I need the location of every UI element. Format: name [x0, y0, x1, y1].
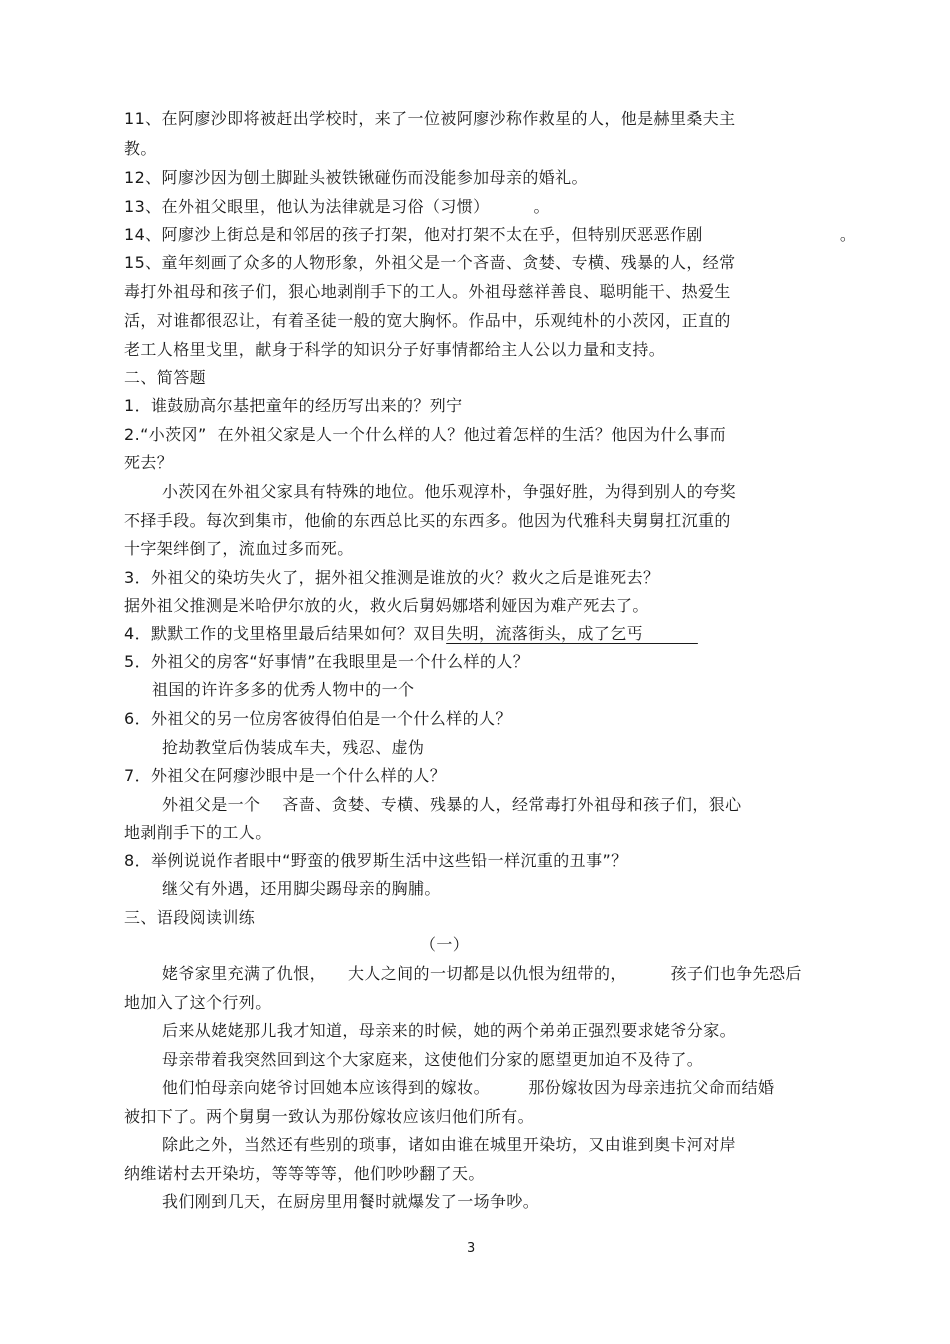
item-11-line-1: 11、在阿廖沙即将被赶出学校时，来了一位被阿廖沙称作救星的人，他是赫里桑夫主 [124, 109, 736, 128]
question-3: 3．外祖父的染坊失火了，据外祖父推测是谁放的火？救火之后是谁死去？ [124, 568, 660, 587]
page-number: 3 [467, 1241, 476, 1256]
section-heading-short-answer: 二、简答题 [124, 368, 207, 387]
answer-3: 据外祖父推测是米哈伊尔放的火，救火后舅妈娜塔利娅因为难产死去了。 [124, 596, 649, 615]
passage-para-6: 我们刚到几天，在厨房里用餐时就爆发了一场争吵。 [162, 1192, 540, 1211]
item-15-line-3: 活，对谁都很忍让，有着圣徒一般的宽大胸怀。作品中，乐观纯朴的小茨冈，正直的 [124, 311, 731, 330]
passage-para-5-line-1: 除此之外，当然还有些别的琐事，诸如由谁在城里开染坊，又由谁到奥卡河对岸 [162, 1135, 737, 1154]
answer-2-line-2: 不择手段。每次到集市，他偷的东西总比买的东西多。他因为代雅科夫舅舅扛沉重的 [124, 511, 731, 530]
passage-para-5-line-2: 纳维诺村去开染坊，等等等等，他们吵吵翻了天。 [124, 1164, 485, 1183]
passage-para-3: 母亲带着我突然回到这个大家庭来，这使他们分家的愿望更加迫不及待了。 [162, 1050, 704, 1069]
question-6: 6．外祖父的另一位房客彼得伯伯是一个什么样的人？ [124, 709, 512, 728]
answer-5: 祖国的许许多多的优秀人物中的一个 [152, 680, 415, 699]
question-8: 8．举例说说作者眼中“野蛮的俄罗斯生活中这些铅一样沉重的丑事”？ [124, 851, 628, 870]
question-7: 7．外祖父在阿瘳沙眼中是一个什么样的人？ [124, 766, 447, 785]
item-15-line-1: 15、童年刻画了众多的人物形象，外祖父是一个吝啬、贪婪、专横、残暴的人，经常 [124, 253, 736, 272]
answer-4-underlined: 失明，流落街头，成了乞丐 [446, 624, 698, 643]
item-12: 12、阿廖沙因为刨土脚趾头被铁锹碰伤而没能参加母亲的婚礼。 [124, 168, 588, 187]
answer-6: 抢劫教堂后伪装成车夫，残忍、虚伪 [162, 738, 425, 757]
answer-8: 继父有外遇，还用脚尖踢母亲的胸脯。 [162, 879, 441, 898]
passage-number: （一） [420, 935, 470, 954]
question-2-line-2: 死去？ [124, 453, 174, 472]
question-4-text: 4．默默工作的戈里格里最后结果如何？双目 [124, 624, 447, 643]
passage-para-4-line-2: 被扣下了。两个舅舅一致认为那份嫁妆应该归他们所有。 [124, 1107, 535, 1126]
question-2-line-1: 2.“小茨冈” 在外祖父家是人一个什么样的人？他过着怎样的生活？他因为什么事而 [124, 425, 727, 444]
passage-para-4-line-1: 他们怕母亲向姥爷讨回她本应该得到的嫁妆。 那份嫁妆因为母亲违抗父命而结婚 [162, 1078, 775, 1097]
item-15-line-2: 毒打外祖母和孩子们，狠心地剥削手下的工人。外祖母慈祥善良、聪明能干、热爱生 [124, 282, 731, 301]
item-14: 14、阿廖沙上街总是和邻居的孩子打架，他对打架不太在乎，但特别厌恶恶作剧 。 [124, 225, 857, 244]
item-15-line-4: 老工人格里戈里，献身于科学的知识分子好事情都给主人公以力量和支持。 [124, 340, 666, 359]
item-11-line-2: 教。 [124, 139, 157, 158]
section-heading-reading: 三、语段阅读训练 [124, 908, 256, 927]
passage-para-1-line-2: 地加入了这个行列。 [124, 993, 272, 1012]
answer-7-line-1: 外祖父是一个 吝啬、贪婪、专横、残暴的人，经常毒打外祖母和孩子们，狠心 [162, 795, 742, 814]
question-1: 1．谁鼓励高尔基把童年的经历写出来的？列宁 [124, 396, 463, 415]
answer-7-line-2: 地剥削手下的工人。 [124, 823, 272, 842]
question-4 [124, 624, 698, 644]
item-13: 13、在外祖父眼里，他认为法律就是习俗（习惯） 。 [124, 197, 550, 216]
passage-para-1-line-1: 姥爷家里充满了仇恨， 大人之间的一切都是以仇恨为纽带的， 孩子们也争先恐后 [162, 964, 802, 983]
passage-para-2: 后来从姥姥那儿我才知道，母亲来的时候，她的两个弟弟正强烈要求姥爷分家。 [162, 1021, 737, 1040]
answer-2-line-1: 小茨冈在外祖父家具有特殊的地位。他乐观淳朴，争强好胜，为得到别人的夸奖 [162, 482, 737, 501]
question-5: 5．外祖父的房客“好事情”在我眼里是一个什么样的人？ [124, 652, 530, 671]
answer-2-line-3: 十字架绊倒了，流血过多而死。 [124, 539, 354, 558]
